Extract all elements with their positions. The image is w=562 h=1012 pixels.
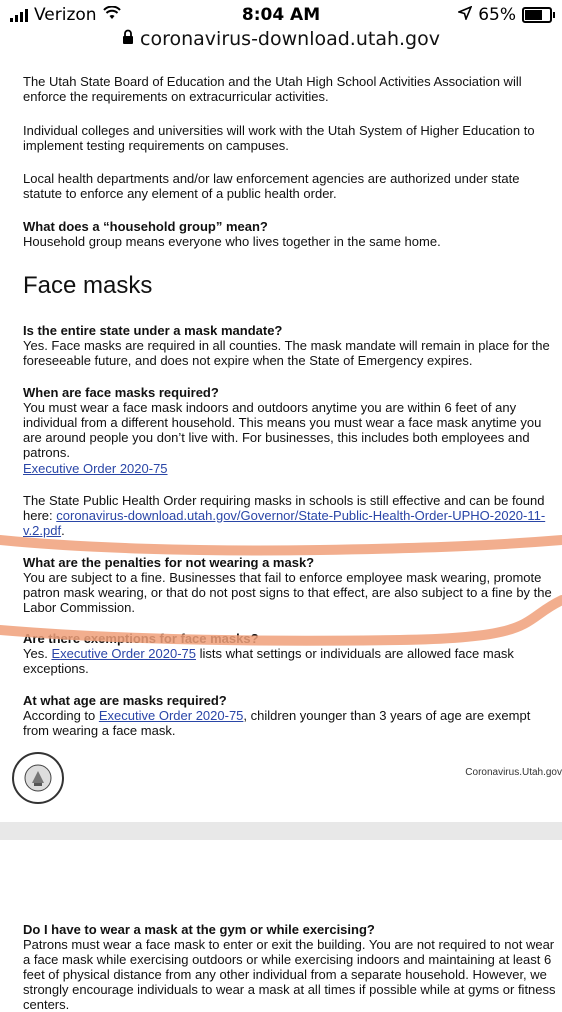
answer-exemptions-post: lists what settings or individuals are allowed face mask exceptions. bbox=[23, 646, 514, 676]
school-order-link[interactable]: coronavirus-download.utah.gov/Governor/State-Public-Health-Order-UPHO-2020-11-v.2.pdf bbox=[23, 508, 546, 538]
faq-age bbox=[23, 693, 559, 738]
executive-order-link[interactable]: Executive Order 2020-75 bbox=[23, 461, 168, 476]
answer-age-pre: According to bbox=[23, 708, 96, 723]
question-age: At what age are masks required? bbox=[23, 693, 227, 708]
eo-link-block bbox=[23, 461, 559, 476]
answer-mandate: Yes. Face masks are required in all counties. The mask mandate will remain in place for the foreseeable future, and does not expire when the State of Emergency expires. bbox=[23, 338, 550, 368]
status-bar bbox=[0, 0, 562, 30]
question-when-required: When are face masks required? bbox=[23, 385, 219, 400]
answer-penalties: You are subject to a fine. Businesses that fail to enforce employee mask wearing, promote patron mask wearing, or that do not post signs to that effect, are also subject to a fine by the Labor Commission. bbox=[23, 570, 552, 615]
url-domain: coronavirus-download.utah.gov bbox=[140, 28, 440, 50]
question-mandate: Is the entire state under a mask mandate? bbox=[23, 323, 283, 338]
page-separator bbox=[0, 822, 562, 840]
school-order-block bbox=[23, 493, 559, 538]
faq-household bbox=[23, 219, 559, 249]
answer-when-required: You must wear a face mask indoors and outdoors anytime you are within 6 feet of any individual from a different household. This means you must wear a face mask anytime you are around people you don’t live with. For businesses, this includes both employees and patrons. bbox=[23, 400, 542, 460]
question-household: What does a “household group” mean? bbox=[23, 219, 268, 234]
paragraph-extracurricular: The Utah State Board of Education and the Utah High School Activities Association will enforce the requirements on extracurricular activities. bbox=[23, 74, 522, 104]
faq-gym bbox=[23, 922, 559, 1012]
paragraph-colleges: Individual colleges and universities will work with the Utah System of Higher Education to implement testing requirements on campuses. bbox=[23, 123, 535, 153]
school-order-period: . bbox=[61, 523, 65, 538]
location-arrow-icon bbox=[458, 5, 472, 25]
state-seal-icon bbox=[12, 752, 64, 804]
faq-mandate bbox=[23, 323, 559, 368]
address-bar[interactable] bbox=[0, 28, 562, 56]
school-order-text: The State Public Health Order requiring masks in schools is still effective and can be found here: bbox=[23, 493, 545, 523]
battery-group bbox=[458, 5, 552, 25]
faq-when-required bbox=[23, 385, 559, 460]
answer-exemptions-pre: Yes. bbox=[23, 646, 48, 661]
faq-penalties bbox=[23, 555, 559, 615]
footer-brand: Coronavirus.Utah.gov bbox=[465, 767, 562, 778]
question-exemptions: Are there exemptions for face masks? bbox=[23, 631, 259, 646]
section-title-face-masks: Face masks bbox=[23, 272, 153, 299]
battery-percent: 65% bbox=[478, 5, 516, 25]
paragraph-enforcement: Local health departments and/or law enforcement agencies are authorized under state statute to enforce any element of a public health order. bbox=[23, 171, 520, 201]
clock: 8:04 AM bbox=[241, 5, 321, 25]
battery-icon bbox=[522, 7, 552, 23]
faq-exemptions bbox=[23, 631, 559, 676]
question-penalties: What are the penalties for not wearing a mask? bbox=[23, 555, 315, 570]
carrier-label: Verizon bbox=[34, 5, 97, 25]
lock-icon bbox=[122, 28, 134, 50]
age-executive-order-link[interactable]: Executive Order 2020-75 bbox=[98, 708, 244, 723]
exemptions-executive-order-link[interactable]: Executive Order 2020-75 bbox=[51, 646, 196, 661]
answer-household: Household group means everyone who lives together in the same home. bbox=[23, 234, 441, 249]
question-gym: Do I have to wear a mask at the gym or while exercising? bbox=[23, 922, 375, 937]
answer-gym: Patrons must wear a face mask to enter or exit the building. You are not required to not wear a face mask while exercising outdoors or while exercising indoors and maintaining at least 6 feet of physical distance from any other individual from a separate household. However, we strongly encourage individuals to wear a mask at all times if possible while at gyms or fitness centers. bbox=[23, 937, 556, 1012]
answer-age-post: , children younger than 3 years of age are exempt from wearing a face mask. bbox=[23, 708, 531, 738]
